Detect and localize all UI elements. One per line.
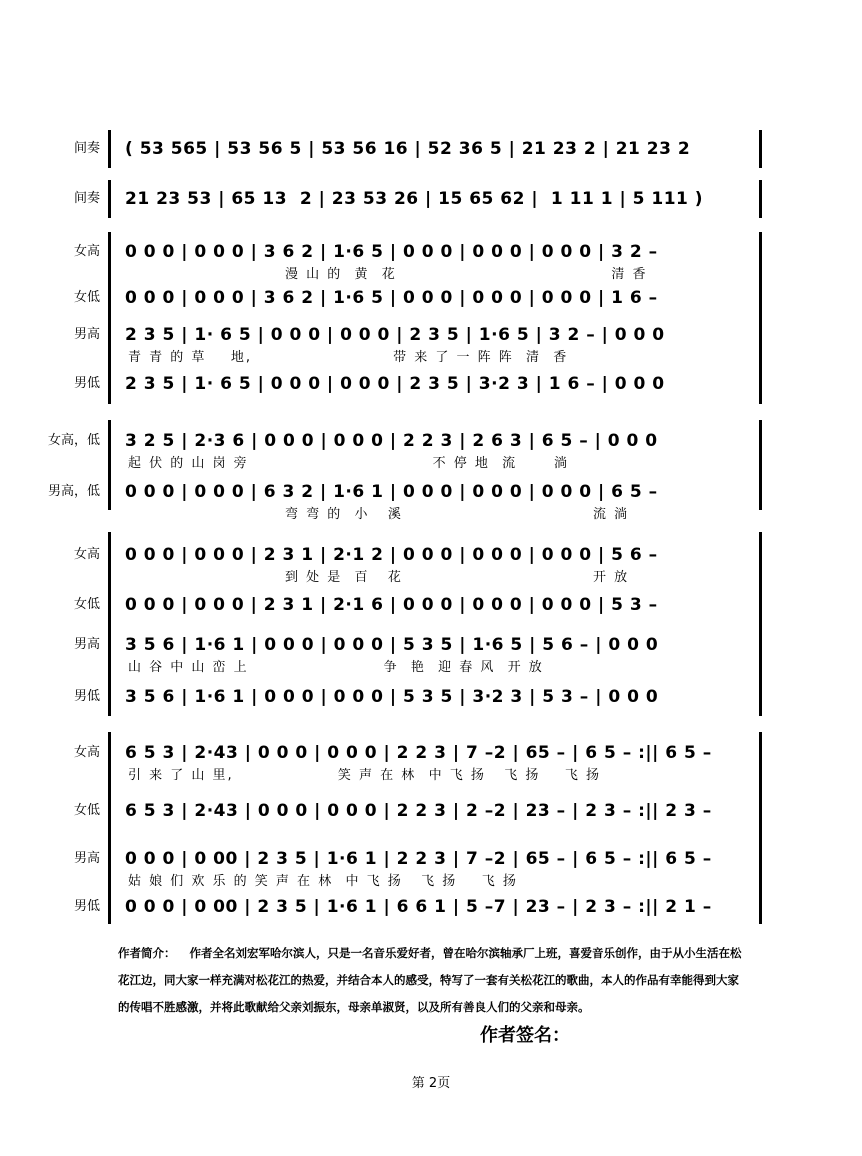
note-line: 21 23 53 | 65 13 2 | 23 53 26 | 15 65 62 | 1 11 1 | 5 111 ) [125,189,704,209]
part-label: 男低 [73,689,100,704]
note-line: 3 5 6 | 1·6 1 | 0 0 0 | 0 0 0 | 5 3 5 | 3·2 3 | 5 3 – | 0 0 0 [125,687,659,707]
interlude-system-1 [0,130,862,170]
part-label: 男低 [73,376,100,391]
part-label: 男高 [73,327,100,342]
part-label: 男高 [73,851,100,866]
part-label: 男低 [73,899,100,914]
part-label: 男高 [73,637,100,652]
part-label: 女高 [73,547,100,562]
note-line: 3 5 6 | 1·6 1 | 0 0 0 | 0 0 0 | 5 3 5 | 1·6 5 | 5 6 – | 0 0 0 [125,635,659,655]
signature-label: 作者签名： [480,1025,570,1046]
note-line: 0 0 0 | 0 00 | 2 3 5 | 1·6 1 | 6 6 1 | 5 –7 | 23 – | 2 3 – :|| 2 1 – [125,897,712,917]
note-line: 0 0 0 | 0 0 0 | 2 3 1 | 2·1 6 | 0 0 0 | 0 0 0 | 0 0 0 | 5 3 – [125,595,658,615]
staff-row [0,426,862,471]
lyric-line: 到 处 是 百 花 开 放 [285,570,630,585]
staff-row [0,892,862,922]
staff-row [0,134,862,164]
staff-row [0,184,862,214]
lyric-line: 弯 弯 的 小 溪 流 淌 [285,507,630,522]
author-intro [118,940,748,1021]
chorus-system-3 [0,532,862,718]
lyric-line: 漫 山 的 黄 花 清 香 [285,267,648,282]
part-label: 女高 [73,244,100,259]
note-line: ( 53 565 | 53 56 5 | 53 56 16 | 52 36 5 | 21 23 2 | 21 23 2 [125,139,691,159]
lyric-line: 引 来 了 山 里, 笑 声 在 林 中 飞 扬 飞 扬 飞 扬 [128,768,602,783]
staff-row [0,630,862,675]
note-line: 0 0 0 | 0 0 0 | 3 6 2 | 1·6 5 | 0 0 0 | 0 0 0 | 0 0 0 | 3 2 – [125,242,658,262]
staff-row [0,844,862,889]
interlude-system-2 [0,180,862,220]
staff-row [0,477,862,522]
part-label: 女高，低 [47,433,100,448]
lyric-line: 青 青 的 草 地, 带 来 了 一 阵 阵 清 香 [128,350,569,365]
part-label: 女高 [73,745,100,760]
part-label: 女低 [73,290,100,305]
chorus-system-2 [0,420,862,522]
staff-row [0,237,862,282]
note-line: 0 0 0 | 0 0 0 | 2 3 1 | 2·1 2 | 0 0 0 | 0 0 0 | 0 0 0 | 5 6 – [125,545,658,565]
note-line: 2 3 5 | 1· 6 5 | 0 0 0 | 0 0 0 | 2 3 5 | 3·2 3 | 1 6 – | 0 0 0 [125,374,665,394]
staff-row [0,796,862,826]
part-label: 间奏 [73,141,100,156]
staff-row [0,540,862,585]
part-label: 男高，低 [47,484,100,499]
staff-row [0,738,862,783]
staff-row [0,590,862,620]
staff-row [0,682,862,712]
note-line: 3 2 5 | 2·3 6 | 0 0 0 | 0 0 0 | 2 2 3 | 2 6 3 | 6 5 – | 0 0 0 [125,431,658,451]
note-line: 0 0 0 | 0 0 0 | 3 6 2 | 1·6 5 | 0 0 0 | 0 0 0 | 0 0 0 | 1 6 – [125,288,658,308]
lyric-line: 山 谷 中 山 峦 上 争 艳 迎 春 风 开 放 [128,660,544,675]
note-line: 2 3 5 | 1· 6 5 | 0 0 0 | 0 0 0 | 2 3 5 | 1·6 5 | 3 2 – | 0 0 0 [125,325,665,345]
staff-row [0,369,862,399]
author-intro-text: 作者全名刘宏军哈尔滨人，只是一名音乐爱好者，曾在哈尔滨轴承厂上班，喜爱音乐创作，由于从小生活在松花江边，同大家一样充满对松花江的热爱，并结合本人的感受，特写了一套有关松花江的歌曲，本人的作品有幸能得到大家的传唱不胜感激，并将此歌献给父亲刘振东，母亲单淑贤，以及所有善良人们的父亲和母亲。 [118,946,742,1014]
chorus-system-4 [0,732,862,926]
author-intro-title: 作者简介： [118,946,176,960]
part-label: 女低 [73,803,100,818]
staff-row [0,283,862,313]
note-line: 0 0 0 | 0 0 0 | 6 3 2 | 1·6 1 | 0 0 0 | 0 0 0 | 0 0 0 | 6 5 – [125,482,658,502]
lyric-line: 起 伏 的 山 岗 旁 不 停 地 流 淌 [128,456,569,471]
note-line: 0 0 0 | 0 00 | 2 3 5 | 1·6 1 | 2 2 3 | 7 –2 | 65 – | 6 5 – :|| 6 5 – [125,849,712,869]
staff-row [0,320,862,365]
lyric-line: 姑 娘 们 欢 乐 的 笑 声 在 林 中 飞 扬 飞 扬 飞 扬 [128,874,518,889]
note-line: 6 5 3 | 2·43 | 0 0 0 | 0 0 0 | 2 2 3 | 2 –2 | 23 – | 2 3 – :|| 2 3 – [125,801,712,821]
part-label: 间奏 [73,191,100,206]
note-line: 6 5 3 | 2·43 | 0 0 0 | 0 0 0 | 2 2 3 | 7 –2 | 65 – | 6 5 – :|| 6 5 – [125,743,712,763]
page-number: 第 2页 [411,1076,451,1091]
chorus-system-1 [0,232,862,408]
part-label: 女低 [73,597,100,612]
